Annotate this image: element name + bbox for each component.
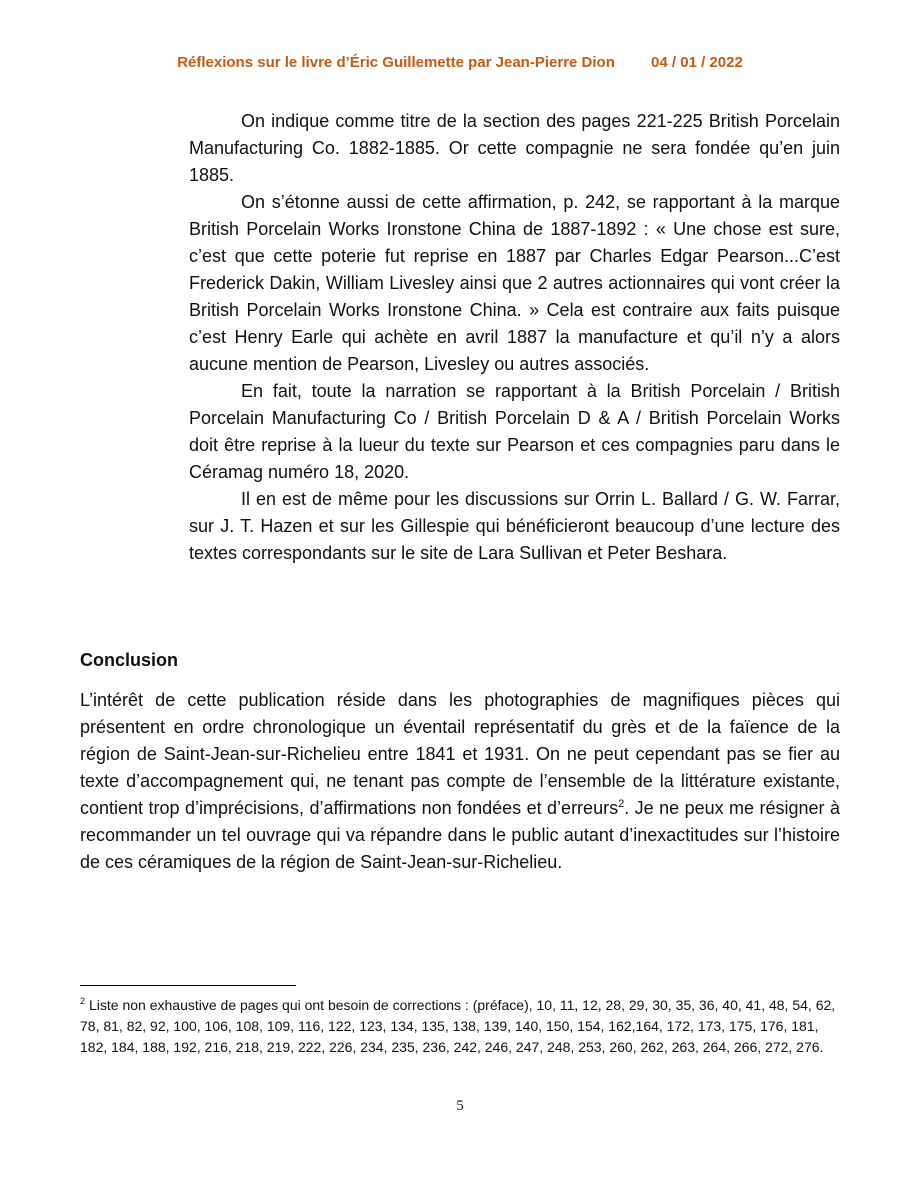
body-paragraphs xyxy=(189,108,840,567)
paragraph: En fait, toute la narration se rapportant à la British Porcelain / British Porcelain Manufacturing Co / British Porcelain D & A / British Porcelain Works doit être reprise à la lueur du texte sur Pearson et ces compagnies paru dans le Céramag numéro 18, 2020. xyxy=(189,381,840,482)
conclusion-text: L’intérêt de cette publication réside dans les photographies de magnifiques pièces qui présentent en ordre chronologique un éventail représentatif du grès et de la faïence de la région de Saint-Jean-sur-Richelieu entre 1841 et 1931. On ne peut cependant pas se fier au texte d’accompagnement qui, ne tenant pas compte de l’ensemble de la littérature existante, contient trop d’imprécisions, d’affirmations non fondées et d’erreurs xyxy=(80,690,840,818)
paragraph: Il en est de même pour les discussions sur Orrin L. Ballard / G. W. Farrar, sur J. T. Hazen et sur les Gillespie qui bénéficieront beaucoup d’une lecture des textes correspondants sur le site de Lara Sullivan et Peter Beshara. xyxy=(189,489,840,563)
conclusion-paragraph xyxy=(80,687,840,876)
footnote-separator xyxy=(80,985,296,986)
footnote-number: 2 xyxy=(80,996,86,1007)
footnote xyxy=(80,995,840,1058)
footnote-reference[interactable]: 2 xyxy=(618,798,625,810)
paragraph: On indique comme titre de la section des pages 221-225 British Porcelain Manufacturing Co. 1882-1885. Or cette compagnie ne sera fondée qu’en juin 1885. xyxy=(189,111,840,185)
header-date: 04 / 01 / 2022 xyxy=(651,54,743,71)
footnote-text: Liste non exhaustive de pages qui ont besoin de corrections : (préface), 10, 11, 12, 28, 29, 30, 35, 36, 40, 41, 48, 54, 62, 78, 81, 82, 92, 100, 106, 108, 109, 116, 122, 123, 134, 135, 138, 139, 140, 150, 154, 162,164, 172, 173, 175, 176, 181, 182, 184, 188, 192, 216, 218, 219, 222, 226, 234, 235, 236, 242, 246, 247, 248, 253, 260, 262, 263, 264, 266, 272, 276. xyxy=(80,997,836,1055)
header-title: Réflexions sur le livre d’Éric Guillemette par Jean-Pierre Dion xyxy=(177,54,615,71)
paragraph: On s’étonne aussi de cette affirmation, p. 242, se rapportant à la marque British Porcelain Works Ironstone China de 1887-1892 : « Une chose est sure, c’est que cette poterie fut reprise en 1887 par Charles Edgar Pearson...C’est Frederick Dakin, William Livesley ainsi que 2 autres actionnaires qui vont créer la British Porcelain Works Ironstone China. » Cela est contraire aux faits puisque c’est Henry Earle qui achète en avril 1887 la manufacture et qu’il n’y a alors aucune mention de Pearson, Livesley ou autres associés. xyxy=(189,192,840,374)
page-number: 5 xyxy=(456,1098,464,1114)
conclusion-heading: Conclusion xyxy=(80,650,178,670)
running-header xyxy=(0,54,920,71)
conclusion-text-end: . Je ne peux me résigner à recommander un tel ouvrage qui va répandre dans le public autant d’inexactitudes sur l’histoire de ces céramiques de la région de Saint-Jean-sur-Richelieu. xyxy=(80,798,840,872)
